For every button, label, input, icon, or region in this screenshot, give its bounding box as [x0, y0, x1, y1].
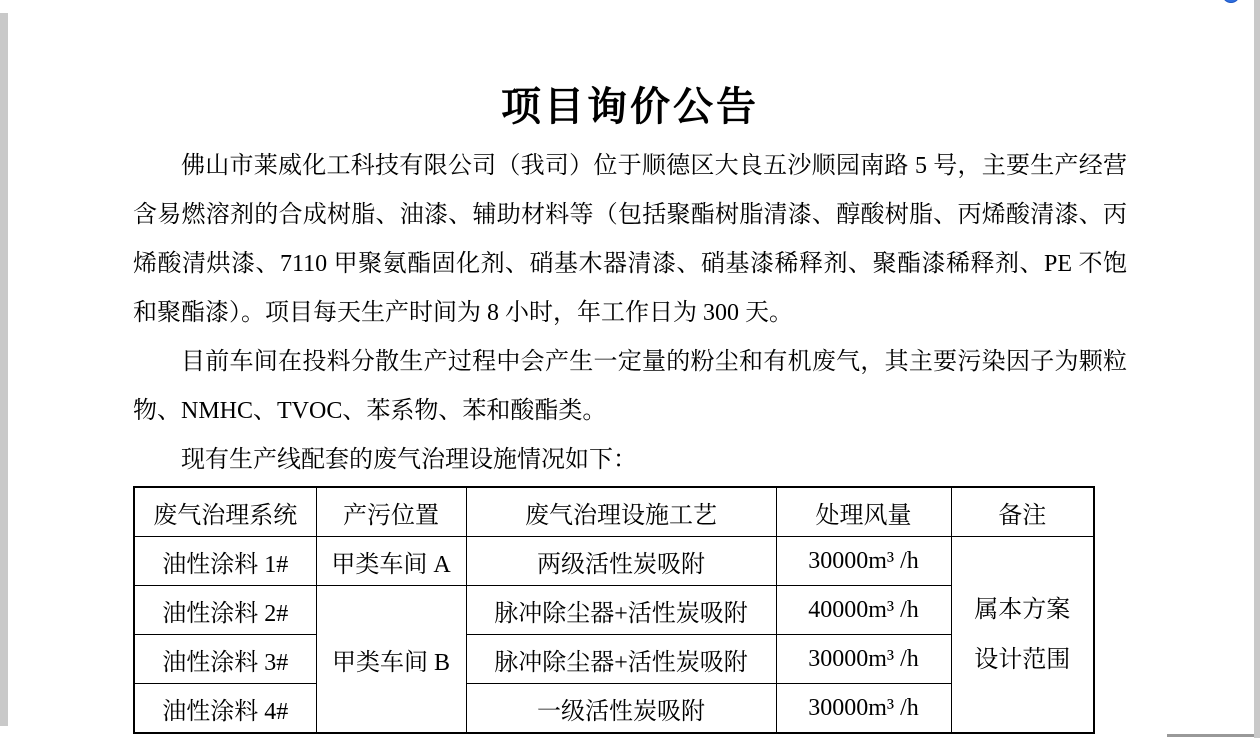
cell-process: 一级活性炭吸附	[466, 684, 776, 734]
right-page-gutter	[1254, 0, 1260, 738]
cell-location-merged: 甲类车间 B	[316, 586, 466, 734]
header-system: 废气治理系统	[134, 487, 316, 537]
header-remark: 备注	[951, 487, 1094, 537]
page-bottom-edge	[1167, 734, 1254, 737]
cell-location: 甲类车间 A	[316, 537, 466, 586]
table-header-row	[134, 487, 1094, 537]
presence-badge-icon[interactable]	[1222, 0, 1240, 3]
left-page-gutter	[0, 13, 8, 726]
cell-process: 脉冲除尘器+活性炭吸附	[466, 635, 776, 684]
cell-remark-merged	[951, 537, 1094, 734]
header-airflow: 处理风量	[776, 487, 951, 537]
cell-airflow: 30000m³ /h	[776, 635, 951, 684]
cell-airflow: 30000m³ /h	[776, 684, 951, 734]
paragraph-company-intro: 佛山市莱威化工科技有限公司（我司）位于顺德区大良五沙顺园南路 5 号，主要生产经营含易燃溶剂的合成树脂、油漆、辅助材料等（包括聚酯树脂清漆、醇酸树脂、丙烯酸清漆、丙烯酸清烘漆、7110 甲聚氨酯固化剂、硝基木器清漆、硝基漆稀释剂、聚酯漆稀释剂、PE 不饱和聚酯漆）。项目每天生产时间为 8 小时，年工作日为 300 天。	[133, 153, 1127, 326]
cell-process: 脉冲除尘器+活性炭吸附	[466, 586, 776, 635]
cell-system: 油性涂料 2#	[134, 586, 316, 635]
cell-airflow: 30000m³ /h	[776, 537, 951, 586]
table-row	[134, 537, 1094, 586]
cell-system: 油性涂料 1#	[134, 537, 316, 586]
document-title: 项目询价公告	[501, 84, 759, 129]
table-row	[134, 586, 1094, 635]
paragraph-pollutants: 目前车间在投料分散生产过程中会产生一定量的粉尘和有机废气，其主要污染因子为颗粒物、NMHC、TVOC、苯系物、苯和酸酯类。	[133, 349, 1127, 424]
paragraph-table-lead-in: 现有生产线配套的废气治理设施情况如下：	[181, 447, 637, 473]
header-location: 产污位置	[316, 487, 466, 537]
document-page	[133, 0, 1127, 734]
header-process: 废气治理设施工艺	[466, 487, 776, 537]
remark-line: 属本方案	[974, 596, 1071, 623]
waste-gas-treatment-table	[133, 486, 1095, 734]
cell-system: 油性涂料 3#	[134, 635, 316, 684]
cell-process: 两级活性炭吸附	[466, 537, 776, 586]
cell-airflow: 40000m³ /h	[776, 586, 951, 635]
table-row	[134, 635, 1094, 684]
table-row	[134, 684, 1094, 734]
cell-system: 油性涂料 4#	[134, 684, 316, 734]
remark-line: 设计范围	[974, 646, 1071, 673]
